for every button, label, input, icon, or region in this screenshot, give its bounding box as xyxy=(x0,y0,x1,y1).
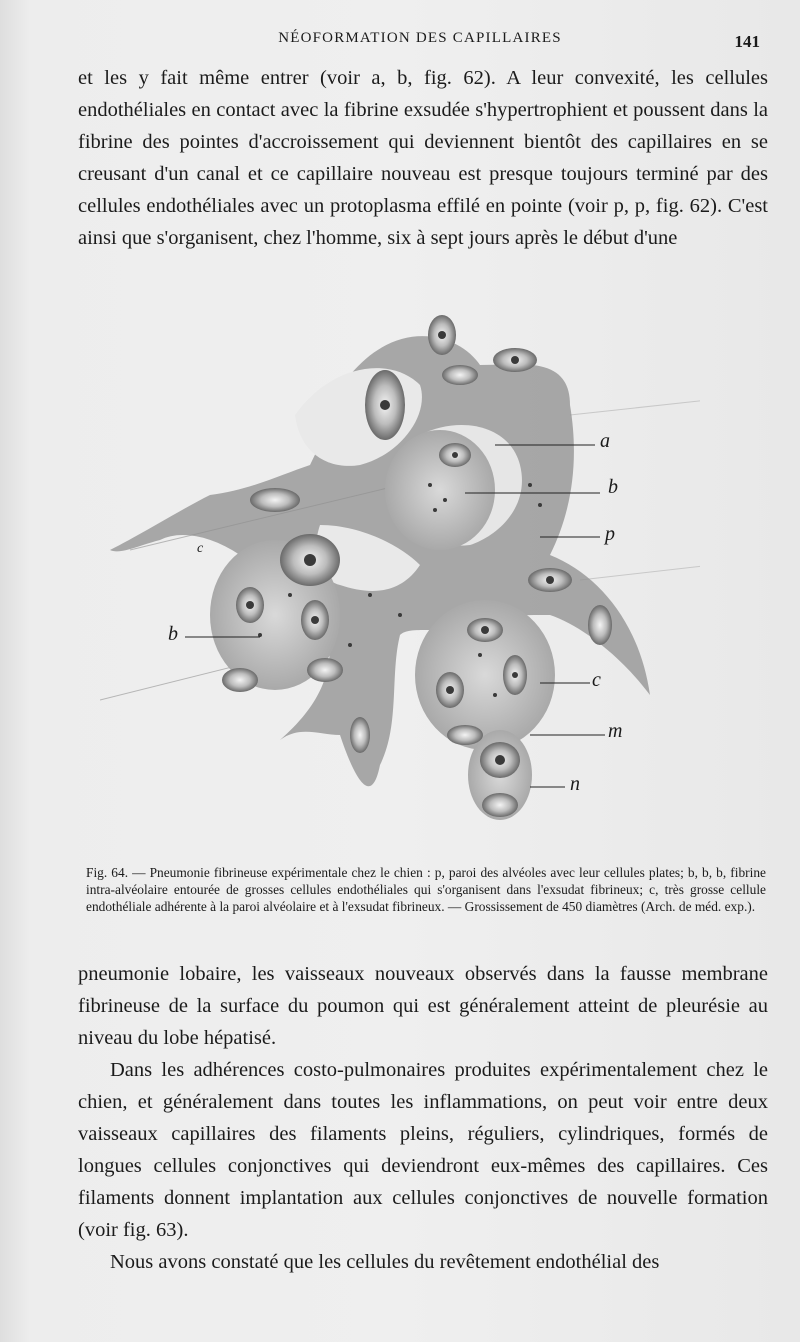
page-number: 141 xyxy=(734,32,760,51)
histology-drawing xyxy=(100,295,700,855)
figure-label-m: m xyxy=(608,720,623,742)
figure-label-b-left: b xyxy=(168,623,178,645)
figure-label-c-right: c xyxy=(592,669,601,691)
figure-label-a: a xyxy=(600,430,610,452)
figure-64-illustration xyxy=(100,295,700,855)
figure-label-p: p xyxy=(605,523,615,545)
figure-label-b: b xyxy=(608,476,618,498)
body-paragraph-last: Nous avons constaté que les cellules du revêtement endothélial des xyxy=(110,1251,660,1273)
body-paragraph-continued: pneumonie lobaire, les vaisseaux nouveaux observés dans la fausse membrane fibrineuse de la surface du poumon qui est généralement atteint de pleurésie au niveau du lobe hépatisé. xyxy=(78,963,768,1049)
body-paragraph-top: et les y fait même entrer (voir a, b, fig. 62). A leur convexité, les cellules endothéliales en contact avec la fibrine exsudée s'hypertrophient et poussent dans la fibrine des pointes d'accroissement qui deviennent bientôt des capillaires en se creusant d'un canal et ce capillaire nouveau est presque toujours terminé par des cellules endothéliales avec un protoplasma effilé en pointe (voir p, p, fig. 62). C'est ainsi que s'organisent, chez l'homme, six à sept jours après le début d'une xyxy=(78,67,768,249)
figure-caption: Fig. 64. — Pneumonie fibrineuse expérimentale chez le chien : p, paroi des alvéoles avec leur cellules plates; b, b, b, fibrine intra-alvéolaire entourée de grosses cellules endothéliales qui s'organisent dans l'exsudat fibrineux; c, très grosse cellule endothéliale adhérente à la paroi alvéolaire et à l'exsudat fibrineux. — Grossissement de 450 diamètres (Arch. de méd. exp.). xyxy=(86,865,766,914)
figure-label-c-left: c xyxy=(197,541,204,556)
page-header xyxy=(80,30,760,54)
fibrine-mass-b-upper xyxy=(385,430,495,550)
body-text-bottom xyxy=(78,958,768,1278)
figure-label-n: n xyxy=(570,773,580,795)
running-head: NÉOFORMATION DES CAPILLAIRES xyxy=(278,30,562,46)
body-paragraph-adherences: Dans les adhérences costo-pulmonaires produites expérimentalement chez le chien, et généralement dans toutes les inflammations, on peut voir entre deux vaisseaux capillaires des filaments pleins, réguliers, cylindriques, formés de longues cellules conjonctives qui deviendront eux-mêmes des capillaires. Ces filaments donnent implantation aux cellules conjonctives de nouvelle formation (voir fig. 63). xyxy=(78,1059,768,1241)
